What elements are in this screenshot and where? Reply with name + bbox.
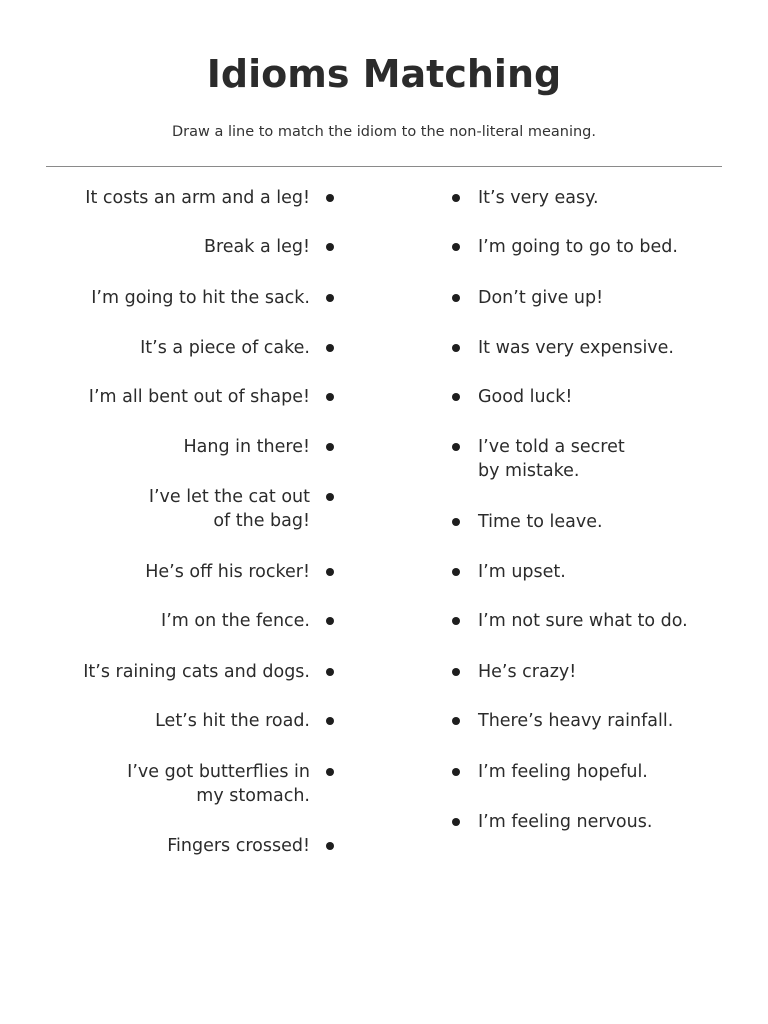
page-title: Idioms Matching	[206, 52, 562, 96]
match-dot[interactable]	[452, 243, 460, 251]
item-text-line: He’s off his rocker!	[145, 562, 310, 582]
match-dot[interactable]	[452, 393, 460, 401]
match-dot[interactable]	[452, 518, 460, 526]
match-dot[interactable]	[452, 443, 460, 451]
meaning-item	[478, 186, 599, 210]
item-text-line: Fingers crossed!	[167, 836, 310, 856]
item-text-line: It was very expensive.	[478, 338, 674, 358]
item-text-line: He’s crazy!	[478, 662, 577, 682]
item-text-line: I’ve told a secret	[478, 437, 625, 457]
item-text-line: I’m all bent out of shape!	[88, 387, 310, 407]
item-text-line: my stomach.	[196, 786, 310, 806]
item-text-line: I’m going to hit the sack.	[91, 288, 310, 308]
item-text-line: I’m feeling hopeful.	[478, 762, 648, 782]
match-dot[interactable]	[452, 294, 460, 302]
item-text-line: I’m on the fence.	[161, 611, 310, 631]
item-text-line: Good luck!	[478, 387, 573, 407]
meaning-item	[478, 560, 566, 584]
match-dot[interactable]	[452, 818, 460, 826]
item-text-line: I’ve let the cat out	[148, 487, 310, 507]
item-text-line: Break a leg!	[203, 237, 310, 257]
item-text-line: It costs an arm and a leg!	[85, 188, 310, 208]
meaning-item	[478, 510, 603, 534]
item-text-line: Don’t give up!	[478, 288, 604, 308]
meaning-item	[478, 435, 625, 483]
meaning-item	[478, 709, 673, 733]
item-text-line: I’m not sure what to do.	[478, 611, 688, 631]
meaning-item	[478, 810, 652, 834]
match-dot[interactable]	[452, 568, 460, 576]
item-text-line: by mistake.	[478, 461, 580, 481]
meaning-item	[478, 336, 674, 360]
meaning-item	[478, 235, 678, 259]
item-text-line: of the bag!	[213, 511, 310, 531]
meaning-item	[478, 609, 688, 633]
item-text-line: I’m feeling nervous.	[478, 812, 653, 832]
meaning-item	[478, 660, 576, 684]
item-text-line: Hang in there!	[183, 437, 310, 457]
item-text-line: It’s raining cats and dogs.	[83, 662, 310, 682]
match-dot[interactable]	[452, 668, 460, 676]
item-text-line: Let’s hit the road.	[155, 711, 310, 731]
instructions-text: Draw a line to match the idiom to the non-literal meaning.	[171, 124, 596, 140]
item-text-line: I’ve got butterflies in	[127, 762, 310, 782]
item-text-line: It’s very easy.	[478, 188, 599, 208]
match-dot[interactable]	[452, 194, 460, 202]
item-text-line: I’m upset.	[478, 562, 566, 582]
item-text-line: Time to leave.	[478, 512, 603, 532]
meaning-item	[478, 760, 648, 784]
item-text-line: I’m going to go to bed.	[478, 237, 678, 257]
match-dot[interactable]	[452, 344, 460, 352]
match-dot[interactable]	[452, 717, 460, 725]
match-dot[interactable]	[452, 768, 460, 776]
meaning-item	[478, 286, 603, 310]
item-text-line: It’s a piece of cake.	[140, 338, 310, 358]
meaning-item	[478, 385, 572, 409]
item-text-line: There’s heavy rainfall.	[478, 711, 674, 731]
match-dot[interactable]	[452, 617, 460, 625]
